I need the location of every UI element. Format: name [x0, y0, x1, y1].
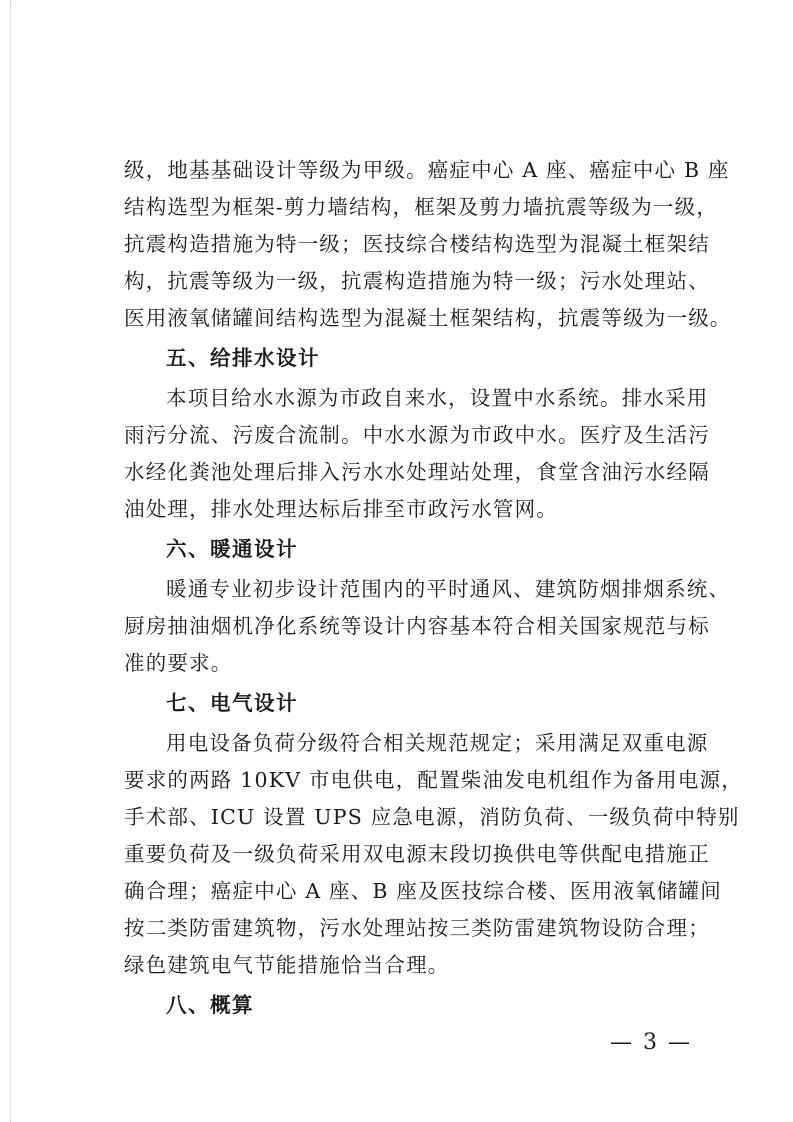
text-line: 医用液氧储罐间结构选型为混凝土框架结构，抗震等级为一级。	[124, 306, 732, 330]
text-line: 雨污分流、污废合流制。中水水源为市政中水。医疗及生活污	[124, 423, 710, 447]
section-heading-water-supply: 五、给排水设计	[166, 346, 320, 370]
text-line: 手术部、ICU 设置 UPS 应急电源，消防负荷、一级负荷中特别	[124, 805, 740, 829]
text-line: 本项目给水水源为市政自来水，设置中水系统。排水采用	[166, 386, 709, 410]
text-line: 确合理；癌症中心 A 座、B 座及医技综合楼、医用液氧储罐间	[124, 879, 722, 903]
text-line: 准的要求。	[124, 651, 233, 675]
text-line: 绿色建筑电气节能措施恰当合理。	[124, 953, 450, 977]
text-line: 要求的两路 10KV 市电供电，配置柴油发电机组作为备用电源，	[124, 768, 743, 792]
section-paragraph-water-supply	[124, 380, 710, 528]
text-line: 构，抗震等级为一级，抗震构造措施为特一级；污水处理站、	[124, 269, 710, 293]
section-heading-budget: 八、概算	[166, 993, 254, 1017]
text-line: 水经化粪池处理后排入污水水处理站处理，食堂含油污水经隔	[124, 460, 710, 484]
text-line: 结构选型为框架-剪力墙结构，框架及剪力墙抗震等级为一级，	[124, 195, 719, 219]
section-paragraph-hvac	[124, 571, 731, 682]
text-line: 按二类防雷建筑物，污水处理站按三类防雷建筑物设防合理；	[124, 916, 710, 940]
text-line: 用电设备负荷分级符合相关规范规定；采用满足双重电源	[166, 731, 709, 755]
section-paragraph-electrical	[124, 725, 743, 984]
text-line: 油处理，排水处理达标后排至市政污水管网。	[124, 497, 558, 521]
text-line: 厨房抽油烟机净化系统等设计内容基本符合相关国家规范与标	[124, 614, 710, 638]
continued-paragraph	[124, 152, 732, 337]
section-heading-hvac: 六、暖通设计	[166, 537, 298, 561]
text-line: 重要负荷及一级负荷采用双电源末段切换供电等供配电措施正	[124, 842, 710, 866]
text-line: 抗震构造措施为特一级；医技综合楼结构选型为混凝土框架结	[124, 232, 710, 256]
page-number: — 3 —	[610, 1030, 692, 1055]
text-line: 级，地基基础设计等级为甲级。癌症中心 A 座、癌症中心 B 座	[124, 158, 730, 182]
section-heading-electrical: 七、电气设计	[166, 691, 298, 715]
text-line: 暖通专业初步设计范围内的平时通风、建筑防烟排烟系统、	[166, 577, 731, 601]
binding-margin-line	[10, 0, 11, 1122]
page-content	[124, 152, 743, 1027]
